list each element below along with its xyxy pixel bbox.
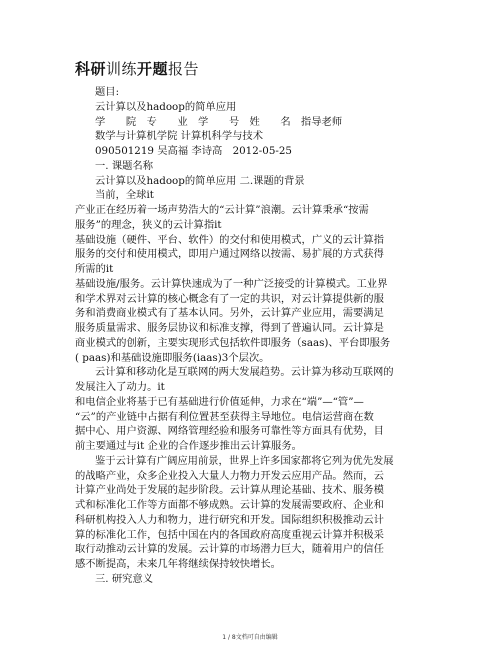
title-part-4: 报告 (168, 60, 200, 78)
document-body (75, 85, 431, 587)
document-title (75, 58, 199, 79)
paragraph-line: 式和标准化工作等方面都不够成熟。云计算的发展需要政府、企业和 (75, 499, 384, 511)
paragraph-line: 基础设施/服务。云计算快速成为了一种广泛接受的计算模式。工业界 (75, 277, 388, 290)
section-line: 云计算以及hadoop的简单应用 二.课题的背景 (95, 174, 305, 187)
paragraph-line: 感不断提高，未来几年将继续保持较快增长。 (75, 558, 281, 570)
paragraph-line: “云”的产业链中占据有利位置甚至获得主导地位。电信运营商在数 (75, 410, 374, 423)
paragraph-line: 据中心、用户资源、网络管理经验和服务可靠性等方面具有优势，目 (75, 425, 384, 438)
paragraph-line: 鉴于云计算有广阔应用前景，世界上许多国家都将它列为优先发展 (95, 454, 394, 467)
title-part-3: 开题 (137, 60, 169, 78)
section-heading-1: 一. 课题名称 (95, 159, 154, 172)
paragraph-line: ( paas)和基础设施即服务(iaas)3个层次。 (75, 351, 270, 364)
info-header: 学 院 专 业 学 号 姓 名 指导老师 (95, 115, 343, 128)
paragraph-line: 服务”的理念，狭义的云计算指it (75, 218, 222, 231)
paragraph-line: 服务质量需求、服务层协议和标准支撑，得到了普遍认同。云计算是 (75, 322, 384, 334)
section-heading-3: 三. 研究意义 (95, 572, 154, 585)
paragraph-line: 服务的交付和使用模式，即用户通过网络以按需、易扩展的方式获得 (75, 248, 384, 261)
paragraph-line: 取行动推动云计算的发展。云计算的市场潜力巨大，随着用户的信任 (75, 543, 384, 556)
topic-label: 题目: (95, 86, 120, 98)
title-part-1: 科研 (75, 60, 107, 78)
paragraph-line: 发展注入了动力。it (75, 381, 165, 393)
paragraph-line: 产业正在经历着一场声势浩大的“云计算”浪潮。云计算秉承“按需 (75, 204, 369, 216)
paragraph-line: 云计算和移动化是互联网的两大发展趋势。云计算为移动互联网的 (95, 366, 394, 379)
paragraph-line: 科研机构投入人力和物力，进行研究和开发。国际组织积极推动云计 (75, 513, 384, 526)
paragraph-line: 所需的it (75, 263, 114, 275)
topic-name: 云计算以及hadoop的简单应用 (95, 100, 237, 113)
paragraph-line: 计算产业尚处于发展的起步阶段。云计算从理论基础、技术、服务模 (75, 484, 384, 497)
paragraph-line: 和学术界对云计算的核心概念有了一定的共识，对云计算提供新的服 (75, 292, 384, 305)
info-school-major: 数学与计算机学院 计算机科学与技术 (95, 130, 264, 143)
paragraph-line: 务和消费商业模式有了基本认同。另外，云计算产业应用，需要满足 (75, 307, 384, 320)
paragraph-line: 算的标准化工作，包括中国在内的各国政府高度重视云计算并积极采 (75, 528, 384, 541)
paragraph-line: 的战略产业，众多企业投入大量人力物力开发云应用产品。然而，云 (75, 469, 384, 482)
paragraph-line: 前主要通过与it 企业的合作逐步推出云计算服务。 (75, 440, 302, 452)
page-footer: 1 / 8文档可自由编辑 (222, 634, 278, 641)
paragraph-line: 和电信企业将基于已有基础进行价值延伸，力求在“端”—“管”— (75, 395, 364, 408)
paragraph-line: 基础设施（硬件、平台、软件）的交付和使用模式，广义的云计算指 (75, 233, 384, 246)
info-id-names-date: 090501219 吴高福 李诗高 2012-05-25 (95, 145, 292, 157)
paragraph-line: 当前，全球it (95, 189, 154, 202)
title-part-2: 训练 (106, 60, 138, 78)
paragraph-line: 商业模式的创新，主要实现形式包括软件即服务（saas)、平台即服务 (75, 336, 391, 349)
